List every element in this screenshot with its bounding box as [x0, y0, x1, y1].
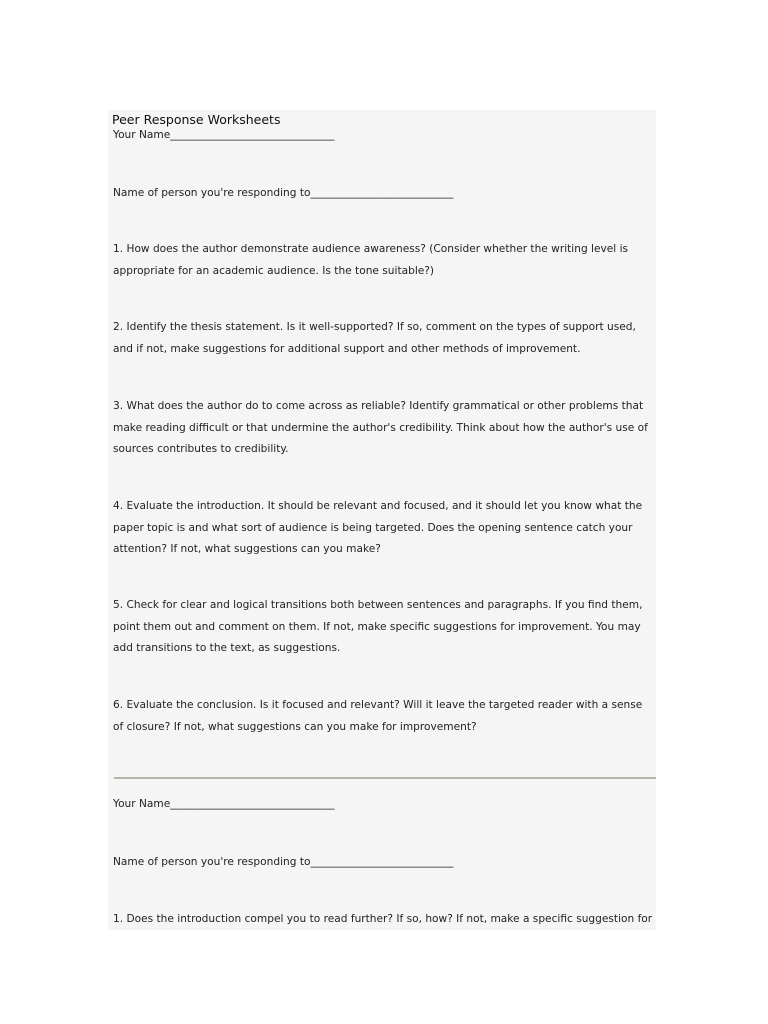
your-name-line-2: Your Name_______________________________ [113, 798, 335, 810]
question-3: 3. What does the author do to come across as reliable? Identify grammatical or other problems that make reading difficult or that undermine the author's credibility. Think about how the author's use of sources contributes to credibility. [113, 400, 648, 455]
question-2-1: 1. Does the introduction compel you to read further? If so, how? If not, make a specific suggestion for [113, 913, 653, 925]
your-name-line-1: Your Name_______________________________ [113, 129, 335, 141]
document-title: Peer Response Worksheets [112, 112, 281, 127]
question-1: 1. How does the author demonstrate audience awareness? (Consider whether the writing level is appropriate for an academic audience. Is the tone suitable?) [113, 243, 629, 277]
question-6: 6. Evaluate the conclusion. Is it focused and relevant? Will it leave the targeted reader with a sense of closure? If not, what suggestions can you make for improvement? [113, 699, 643, 733]
document-sheet [108, 110, 656, 930]
question-4: 4. Evaluate the introduction. It should be relevant and focused, and it should let you know what the paper topic is and what sort of audience is being targeted. Does the opening sentence catch your attention? If not, what suggestions can you make? [113, 500, 643, 555]
question-5: 5. Check for clear and logical transitions both between sentences and paragraphs. If you find them, point them out and comment on them. If not, make specific suggestions for improvement. You may add transitions to the text, as suggestions. [113, 599, 643, 654]
section-divider [114, 777, 656, 779]
responding-to-line-2: Name of person you're responding to___________________________ [113, 856, 454, 868]
question-2: 2. Identify the thesis statement. Is it well-supported? If so, comment on the types of support used, and if not, make suggestions for additional support and other methods of improvement. [113, 321, 636, 355]
responding-to-line-1: Name of person you're responding to___________________________ [113, 187, 454, 199]
